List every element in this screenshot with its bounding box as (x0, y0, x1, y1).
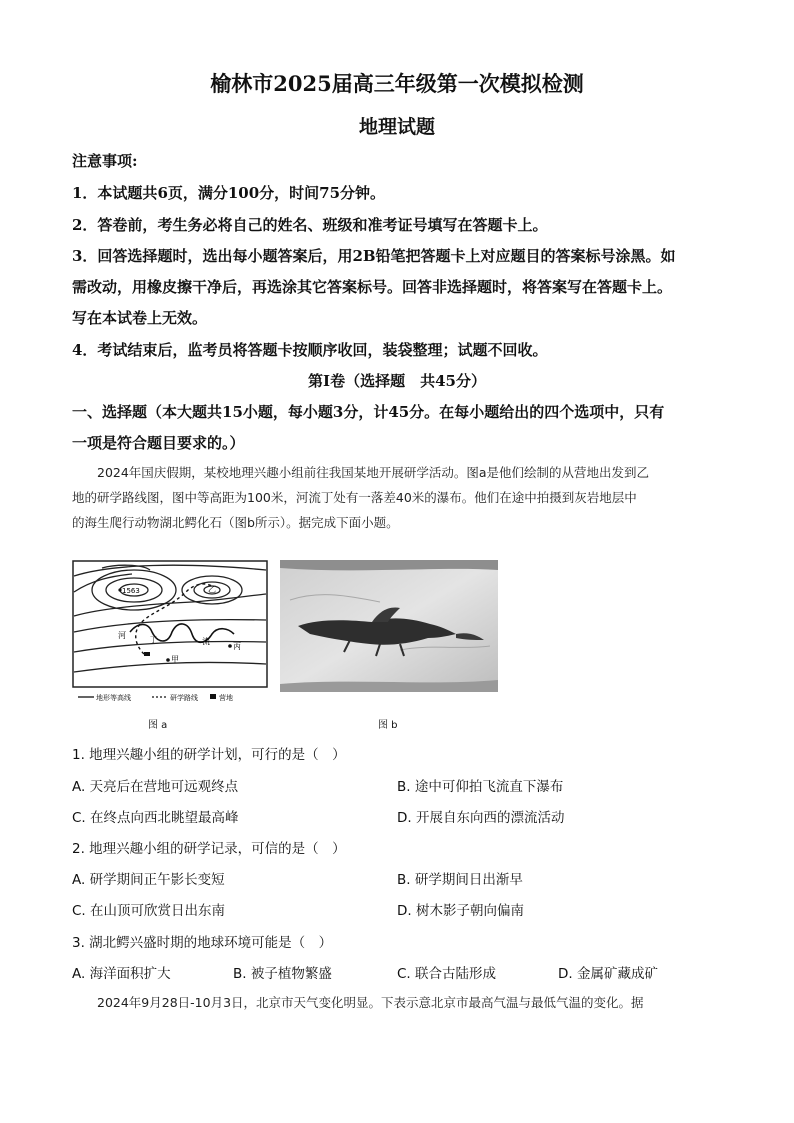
q3-option-a[interactable]: A. 海洋面积扩大 (72, 966, 171, 982)
page-subtitle: 地理试题 (358, 116, 435, 138)
q2-option-a[interactable]: A. 研学期间正午影长变短 (72, 872, 225, 888)
q2-option-c[interactable]: C. 在山顶可欣赏日出东南 (72, 903, 226, 919)
map-label-jia: 甲 (171, 655, 179, 664)
passage-line: 地的研学路线图，图中等高距为100米，河流丁处有一落差40米的瀑布。他们在途中拍摄到灰岩地层中 (72, 490, 637, 505)
legend-contour: 地形等高线 (96, 694, 131, 702)
map-label-yi: 乙 (208, 585, 216, 594)
q1-option-c[interactable]: C. 在终点向西北眺望最高峰 (72, 810, 239, 826)
map-label-bing: 丙 (233, 642, 241, 651)
q2-option-b[interactable]: B. 研学期间日出渐早 (397, 872, 523, 888)
note-line: 2．答卷前，考生务必将自己的姓名、班级和准考证号填写在答题卡上。 (72, 216, 548, 234)
camp-marker (144, 652, 150, 656)
note-line: 需改动，用橡皮擦干净后，再选涂其它答案标号。回答非选择题时，将答案写在答题卡上。 (72, 278, 673, 296)
part-instructions: 一、选择题（本大题共15小题，每小题3分，计45分。在每小题给出的四个选项中，只有 (72, 403, 665, 421)
q3-option-c[interactable]: C. 联合古陆形成 (397, 966, 497, 982)
peak-label: 1563 (122, 587, 140, 595)
map-label-ding: 丁 (150, 636, 157, 644)
question-1-stem: 1. 地理兴趣小组的研学计划，可行的是（ ） (72, 747, 346, 763)
passage-line: 2024年9月28日-10月3日，北京市天气变化明显。下表示意北京市最高气温与最低气温的变化。据 (72, 995, 644, 1010)
figure-b-fossil-photo (280, 560, 498, 692)
passage-line: 的海生爬行动物湖北鳄化石（图b所示）。据完成下面小题。 (72, 515, 399, 530)
figure-a-caption: 图 a (148, 720, 168, 731)
legend-route: 研学路线 (170, 694, 198, 702)
map-label-liu: 流 (202, 637, 210, 646)
q1-option-a[interactable]: A. 天亮后在营地可远观终点 (72, 779, 239, 795)
note-line: 写在本试卷上无效。 (72, 309, 208, 327)
passage-1 (72, 460, 722, 535)
note-line: 4．考试结束后，监考员将答题卡按顺序收回，装袋整理；试题不回收。 (72, 341, 548, 359)
figure-b-caption: 图 b (378, 720, 398, 731)
question-2-stem: 2. 地理兴趣小组的研学记录，可信的是（ ） (72, 841, 346, 857)
note-line: 1．本试题共6页，满分100分，时间75分钟。 (72, 184, 386, 202)
q1-option-b[interactable]: B. 途中可仰拍飞流直下瀑布 (397, 779, 564, 795)
q3-option-d[interactable]: D. 金属矿藏成矿 (558, 966, 658, 982)
note-line: 3．回答选择题时，选出每小题答案后，用2B铅笔把答题卡上对应题目的答案标号涂黑。如 (72, 247, 676, 265)
figure-a-map (72, 560, 268, 706)
part-instructions-cont: 一项是符合题目要求的。） (72, 434, 245, 452)
q2-option-d[interactable]: D. 树木影子朝向偏南 (397, 903, 524, 919)
page-title: 榆林市2025届高三年级第一次模拟检测 (210, 71, 584, 96)
q3-option-b[interactable]: B. 被子植物繁盛 (233, 966, 332, 982)
notes-heading: 注意事项: (72, 152, 138, 170)
legend-camp: 营地 (219, 694, 233, 702)
passage-2 (72, 990, 722, 1015)
q1-option-d[interactable]: D. 开展自东向西的漂流活动 (397, 810, 565, 826)
section-heading: 第Ⅰ卷（选择题 共45分） (308, 372, 486, 390)
passage-line: 2024年国庆假期，某校地理兴趣小组前往我国某地开展研学活动。图a是他们绘制的从营地出发到乙 (72, 465, 649, 480)
map-label-he: 河 (118, 631, 126, 640)
question-3-stem: 3. 湖北鳄兴盛时期的地球环境可能是（ ） (72, 935, 333, 951)
